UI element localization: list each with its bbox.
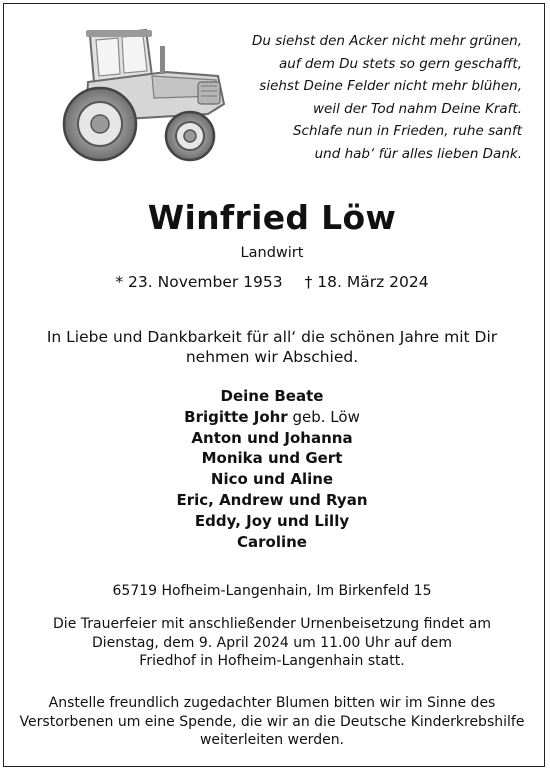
deceased-name: Winfried Löw [147,198,397,237]
poem-line: siehst Deine Felder nicht mehr blühen, [259,78,522,95]
life-dates [0,273,544,291]
ceremony-info [0,615,544,671]
death-date: † 18. März 2024 [304,273,429,291]
family-address: 65719 Hofheim-Langenhain, Im Birkenfeld 15 [112,583,432,599]
donation-request [0,694,544,750]
donation-line: Verstorbenen um eine Spende, die wir an die Deutsche Kinderkrebshilfe [19,713,525,730]
family-member [0,532,544,553]
farewell-line: In Liebe und Dankbarkeit für all‘ die schönen Jahre mit Dir [46,328,498,346]
poem-line: Du siehst den Acker nicht mehr grünen, [252,33,522,49]
family-member-name: Anton und Johanna [191,428,353,447]
deceased-occupation: Landwirt [240,245,304,261]
family-member-name: Eric, Andrew und Ryan [176,490,368,509]
family-member-name: Nico und Aline [210,470,334,489]
memorial-poem [252,30,522,166]
family-list [0,386,544,552]
family-member [0,469,544,490]
ceremony-line: Die Trauerfeier mit anschließender Urnenbeisetzung findet am [53,616,491,632]
donation-line: weiterleiten werden. [199,732,345,748]
family-member-note: geb. Löw [287,407,360,426]
ceremony-line: Dienstag, dem 9. April 2024 um 11.00 Uhr auf dem [91,634,452,651]
donation-line: Anstelle freundlich zugedachter Blumen bitten wir im Sinne des [48,695,496,711]
family-member [0,407,544,428]
poem-line: und hab‘ für alles lieben Dank. [314,145,522,162]
ceremony-line: Friedhof in Hofheim-Langenhain statt. [139,653,405,669]
family-member [0,386,544,407]
poem-line: auf dem Du stets so gern geschafft, [278,55,522,72]
farewell-line: nehmen wir Abschied. [185,348,359,366]
family-member [0,448,544,469]
poem-line: Schlafe nun in Frieden, ruhe sanft [292,123,522,140]
birth-date: * 23. November 1953 [115,273,283,291]
family-member [0,490,544,511]
family-member-name: Caroline [237,532,307,551]
family-member-name: Eddy, Joy und Lilly [194,511,350,530]
family-member-name: Deine Beate [220,387,324,405]
family-member [0,511,544,532]
family-member-name: Monika und Gert [201,449,343,468]
poem-line: weil der Tod nahm Deine Kraft. [313,100,522,117]
family-member-name: Brigitte Johr [184,407,288,426]
farewell-text [0,327,544,367]
tractor-illustration [48,16,233,166]
family-member [0,428,544,449]
